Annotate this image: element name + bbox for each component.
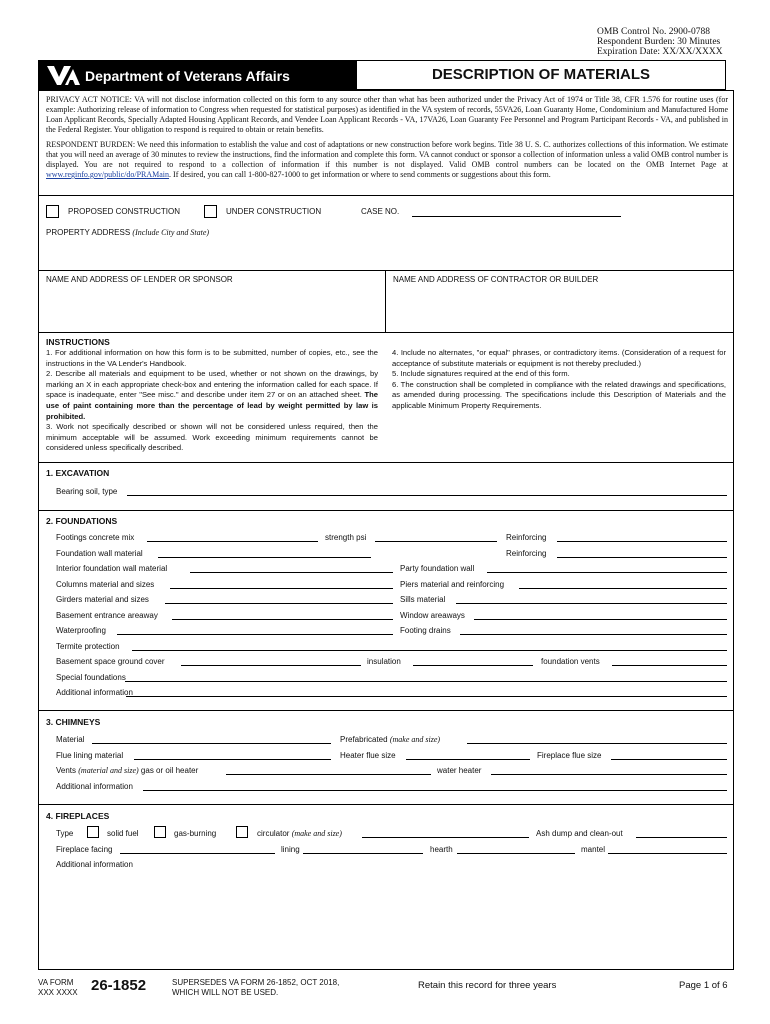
basement-cover-label: Basement space ground cover [56,657,165,666]
basement-entrance-label: Basement entrance areaway [56,611,158,620]
footer-va-form [38,978,78,998]
retain-note: Retain this record for three years [418,980,557,991]
footings-field[interactable] [147,541,318,542]
girders-field[interactable] [165,603,393,604]
heater-flue-field[interactable] [406,759,530,760]
fireplace-facing-label: Fireplace facing [56,845,113,854]
chimney-material-field[interactable] [92,743,331,744]
proposed-construction-label: PROPOSED CONSTRUCTION [68,207,181,216]
termite-label: Termite protection [56,642,120,651]
gas-burning-checkbox[interactable] [154,826,166,838]
va-seal-icon [45,63,81,87]
omb-expiration: Expiration Date: XX/XX/XXXX [597,47,723,57]
waterproofing-label: Waterproofing [56,626,106,635]
special-foundations-label: Special foundations [56,673,126,682]
under-construction-checkbox[interactable] [204,205,217,218]
sills-field[interactable] [456,603,727,604]
lining-label: lining [281,845,300,854]
flue-lining-field[interactable] [134,759,331,760]
instruction-4: 4. Include no alternates, "or equal" phrases, or contradictory items. (Consideration of a request for acceptance of substitute materials or equipment is not thereby precluded.) [392,348,726,368]
solid-fuel-label: solid fuel [107,829,139,838]
form-header [38,60,726,90]
footings-label: Footings concrete mix [56,533,135,542]
ash-dump-label: Ash dump and clean-out [536,829,623,838]
hearth-label: hearth [430,845,453,854]
chimneys-title: 3. CHIMNEYS [46,717,101,727]
basement-entrance-field[interactable] [172,619,393,620]
vents-field[interactable] [226,774,431,775]
instructions-title: INSTRUCTIONS [46,337,110,347]
lender-field[interactable] [44,286,380,330]
foundation-vents-label: foundation vents [541,657,600,666]
fireplace-flue-field[interactable] [611,759,727,760]
piers-field[interactable] [519,588,727,589]
reinforcing1-field[interactable] [557,541,727,542]
footing-drains-label: Footing drains [400,626,451,635]
hearth-field[interactable] [457,853,575,854]
columns-field[interactable] [170,588,393,589]
bearing-soil-field[interactable] [127,495,727,496]
page-number: Page 1 of 6 [679,980,728,991]
strength-field[interactable] [375,541,497,542]
lender-label: NAME AND ADDRESS OF LENDER OR SPONSOR [46,275,233,284]
fireplace-flue-label: Fireplace flue size [537,751,602,760]
circulator-checkbox[interactable] [236,826,248,838]
case-no-field[interactable] [412,216,621,217]
va-form-label: VA FORM [38,978,74,987]
gas-burning-label: gas-burning [174,829,217,838]
proposed-construction-checkbox[interactable] [46,205,59,218]
omb-info [597,27,723,57]
interior-wall-field[interactable] [190,572,393,573]
instruction-5: 5. Include signatures required at the end of this form. [392,369,570,379]
special-foundations-field[interactable] [125,681,727,682]
piers-label: Piers material and reinforcing [400,580,505,589]
basement-cover-field[interactable] [181,665,361,666]
reinforcing1-label: Reinforcing [506,533,547,542]
omb-link[interactable]: www.reginfo.gov/public/do/PRAMain [46,170,170,179]
privacy-notice: PRIVACY ACT NOTICE: VA will not disclose information collected on this form to any source other than what has been authorized under the Privacy Act of 1974 or Title 38, CFR 1.576 for routine uses (for example: Authorizing release of information to Congress when requested for statistical purposes) as identified in the VA system of records, 55VA26, Loan Guaranty Home, Condominium and Manufactured Home Loan Applicant Records, Specially Adapted Housing Applicant Records, and Vendee Loan Applicant Records - VA, 17VA26, Loan Guaranty Fee Personnel and Program Participant Records - VA, and published in the Federal Register. Your obligation to respond is required to obtain or retain benefits. [46,95,728,134]
waterproofing-field[interactable] [117,634,393,635]
case-no-label: CASE NO. [361,207,400,216]
supersedes-line2: WHICH WILL NOT BE USED. [172,988,279,997]
circulator-label: circulator (make and size) [257,829,342,838]
property-address-field[interactable] [44,238,728,268]
property-address-label: PROPERTY ADDRESS (Include City and State) [46,228,210,237]
termite-field[interactable] [132,650,727,651]
mantel-label: mantel [581,845,606,854]
omb-control: OMB Control No. 2900-0788 [597,27,710,37]
sills-label: Sills material [400,595,446,604]
department-name: Department of Veterans Affairs [85,68,290,84]
prefabricated-field[interactable] [467,743,727,744]
contractor-label: NAME AND ADDRESS OF CONTRACTOR OR BUILDER [393,275,599,284]
foundations-title: 2. FOUNDATIONS [46,516,118,526]
contractor-field[interactable] [390,286,728,330]
party-wall-field[interactable] [487,572,727,573]
instruction-1: 1. For additional information on how this form is to be submitted, number of copies, etc., see the instructions in the VA Lender's Handbook. [46,348,378,368]
vents-label: Vents (material and size) gas or oil heater [56,766,199,775]
party-wall-label: Party foundation wall [400,564,475,573]
fireplaces-additional-field[interactable] [56,872,726,962]
foundations-additional-field[interactable] [126,696,727,697]
circulator-field[interactable] [362,837,529,838]
department-banner [39,61,357,89]
girders-label: Girders material and sizes [56,595,149,604]
instruction-6: 6. The construction shall be completed in compliance with the related drawings and specifications, as amended during processing. The specifications include this Description of Materials and the applicable Minimum Property Requirements. [392,379,726,410]
wall-material-label: Foundation wall material [56,549,143,558]
flue-lining-label: Flue lining material [56,751,124,760]
omb-burden: Respondent Burden: 30 Minutes [597,37,721,47]
window-areaways-label: Window areaways [400,611,465,620]
instructions-right [392,348,726,412]
lining-field[interactable] [303,853,423,854]
foundations-additional-label: Additional information [56,688,133,697]
instruction-3: 3. Work not specifically described or shown will not be considered unless required, then the minimum acceptable will be assumed. Work exceeding minimum requirements cannot be considered unless specifically described. [46,422,378,453]
insulation-label: insulation [367,657,401,666]
respondent-burden [46,140,728,180]
instruction-2: 2. Describe all materials and equipment to be used, whether or not shown on the drawings, by marking an X in each appropriate check-box and entering the information called for each space. If space is inadequate, enter "See misc." and describe under item 27 or on an attached sheet. The use of paint containing more than the percentage of lead by weight permitted by law is prohibited. [46,369,378,421]
water-heater-label: water heater [437,766,482,775]
mantel-field[interactable] [608,853,727,854]
insulation-field[interactable] [413,665,533,666]
heater-flue-label: Heater flue size [340,751,396,760]
strength-label: strength psi [325,533,367,542]
footing-drains-field[interactable] [460,634,727,635]
supersedes-note [172,978,339,998]
reinforcing2-field[interactable] [557,557,727,558]
chimney-material-label: Material [56,735,85,744]
fireplace-facing-field[interactable] [120,853,275,854]
foundation-vents-field[interactable] [612,665,727,666]
chimneys-additional-label: Additional information [56,782,133,791]
reinforcing2-label: Reinforcing [506,549,547,558]
burden-text: RESPONDENT BURDEN: We need this information to establish the value and cost of adaptations or new construction before work begins. Title 38 U. S. C. authorizes collections of this information. We estimate that you will need an average of 30 minutes to review the instructions, find the information and complete this form. VA cannot conduct or sponsor a collection of information unless a valid OMB control number is displayed. You are not required to respond to a collection of information if this number is not displayed. Valid OMB control numbers can be located on the OMB Internet Page at [46,140,728,169]
interior-wall-label: Interior foundation wall material [56,564,168,573]
fireplaces-title: 4. FIREPLACES [46,811,110,821]
form-body [38,90,734,970]
instructions-left [46,348,378,454]
burden-text-end: . If desired, you can call 1-800-827-1000 to get information or where to send comments or suggestions about this form. [169,170,551,179]
water-heater-field[interactable] [491,774,727,775]
prefabricated-label: Prefabricated (make and size) [340,735,441,744]
solid-fuel-checkbox[interactable] [87,826,99,838]
form-date: XXX XXXX [38,988,78,997]
wall-material-field[interactable] [158,557,371,558]
fireplaces-additional-label: Additional information [56,860,133,869]
supersedes-line1: SUPERSEDES VA FORM 26-1852, OCT 2018, [172,978,340,987]
bearing-soil-label: Bearing soil, type [56,487,118,496]
fireplace-type-label: Type [56,829,74,838]
columns-label: Columns material and sizes [56,580,155,589]
excavation-title: 1. EXCAVATION [46,468,110,478]
form-number: 26-1852 [91,977,147,994]
ash-dump-field[interactable] [636,837,727,838]
window-areaways-field[interactable] [474,619,727,620]
form-title: DESCRIPTION OF MATERIALS [431,66,651,83]
under-construction-label: UNDER CONSTRUCTION [226,207,322,216]
chimneys-additional-field[interactable] [143,790,727,791]
